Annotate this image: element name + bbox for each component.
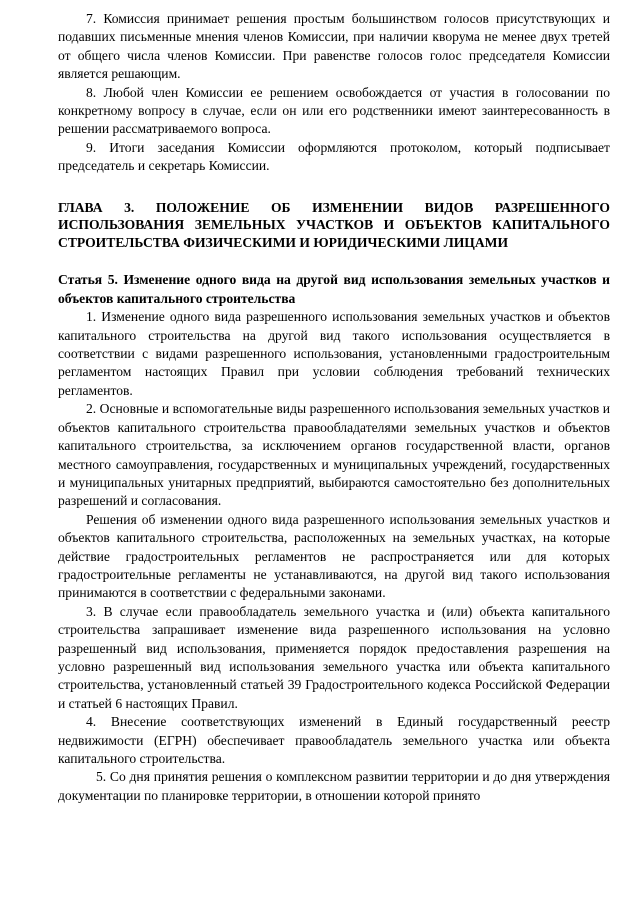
article-paragraph-2: 2. Основные и вспомогательные виды разрешенного использования земельных участков и объектов капитального строительства правообладателями земельных участков и объектов капитального строительства, за исключением органов государственной власти, органов местного самоуправления, государственных и муниципальных учреждений, государственных и муниципальных унитарных предприятий, выбираются самостоятельно без дополнительных разрешений и согласования. <box>58 401 610 509</box>
article-paragraph-3: 3. В случае если правообладатель земельного участка и (или) объекта капитального строительства запрашивает изменение вида разрешенного использования на условно разрешенный вид использования, применяется порядок предоставления разрешения на условно разрешенный вид использования земельного участка или объекта капитального строительства, установленный статьей 39 Градостроительного кодекса Российской Федерации и статьей 6 настоящих Правил. <box>58 603 610 711</box>
article-paragraph-2-cont: Решения об изменении одного вида разрешенного использования земельных участков и объектов капитального строительства, расположенных на земельных участках, на которые действие градостроительных регламентов не распространяется или для которых градостроительные регламенты не устанавливаются, на другой вид такого использования принимаются в соответствии с федеральными законами. <box>58 511 610 601</box>
paragraph-8: 8. Любой член Комиссии ее решением освобождается от участия в голосовании по конкретному вопросу в случае, если он или его родственники имеют заинтересованность в решении рассматриваемого вопроса. <box>58 84 610 137</box>
paragraph-7: 7. Комиссия принимает решения простым большинством голосов присутствующих и подавших письменные мнения членов Комиссии, при наличии кворума не менее двух третей от общего числа членов Комиссии. При равенстве голосов голос председателя Комиссии является решающим. <box>58 11 610 82</box>
paragraph-9: 9. Итоги заседания Комиссии оформляются протоколом, который подписывает председатель и секретарь Комиссии. <box>58 139 610 174</box>
article-paragraph-4: 4. Внесение соответствующих изменений в Единый государственный реестр недвижимости (ЕГРН) обеспечивает правообладатель земельного участка или объекта капитального строительства. <box>58 714 610 766</box>
article-paragraph-5: 5. Со дня принятия решения о комплексном развитии территории и до дня утверждения документации по планировке территории, в отношении которой принято <box>58 769 610 803</box>
article-heading: Статья 5. Изменение одного вида на другой вид использования земельных участков и объектов капитального строительства <box>58 272 610 306</box>
chapter-heading: ГЛАВА 3. ПОЛОЖЕНИЕ ОБ ИЗМЕНЕНИИ ВИДОВ РАЗРЕШЕННОГО ИСПОЛЬЗОВАНИЯ ЗЕМЕЛЬНЫХ УЧАСТКОВ И ОБЪЕКТОВ КАПИТАЛЬНОГО СТРОИТЕЛЬСТВА ФИЗИЧЕСКИМИ И ЮРИДИЧЕСКИМИ ЛИЦАМИ <box>58 199 610 250</box>
article-paragraph-1: 1. Изменение одного вида разрешенного использования земельных участков и объектов капитального строительства на другой вид такого использования осуществляется в соответствии с видами разрешенного использования, установленными градостроительным регламентом настоящих Правил при условии соблюдения требований технических регламентов. <box>58 309 610 398</box>
